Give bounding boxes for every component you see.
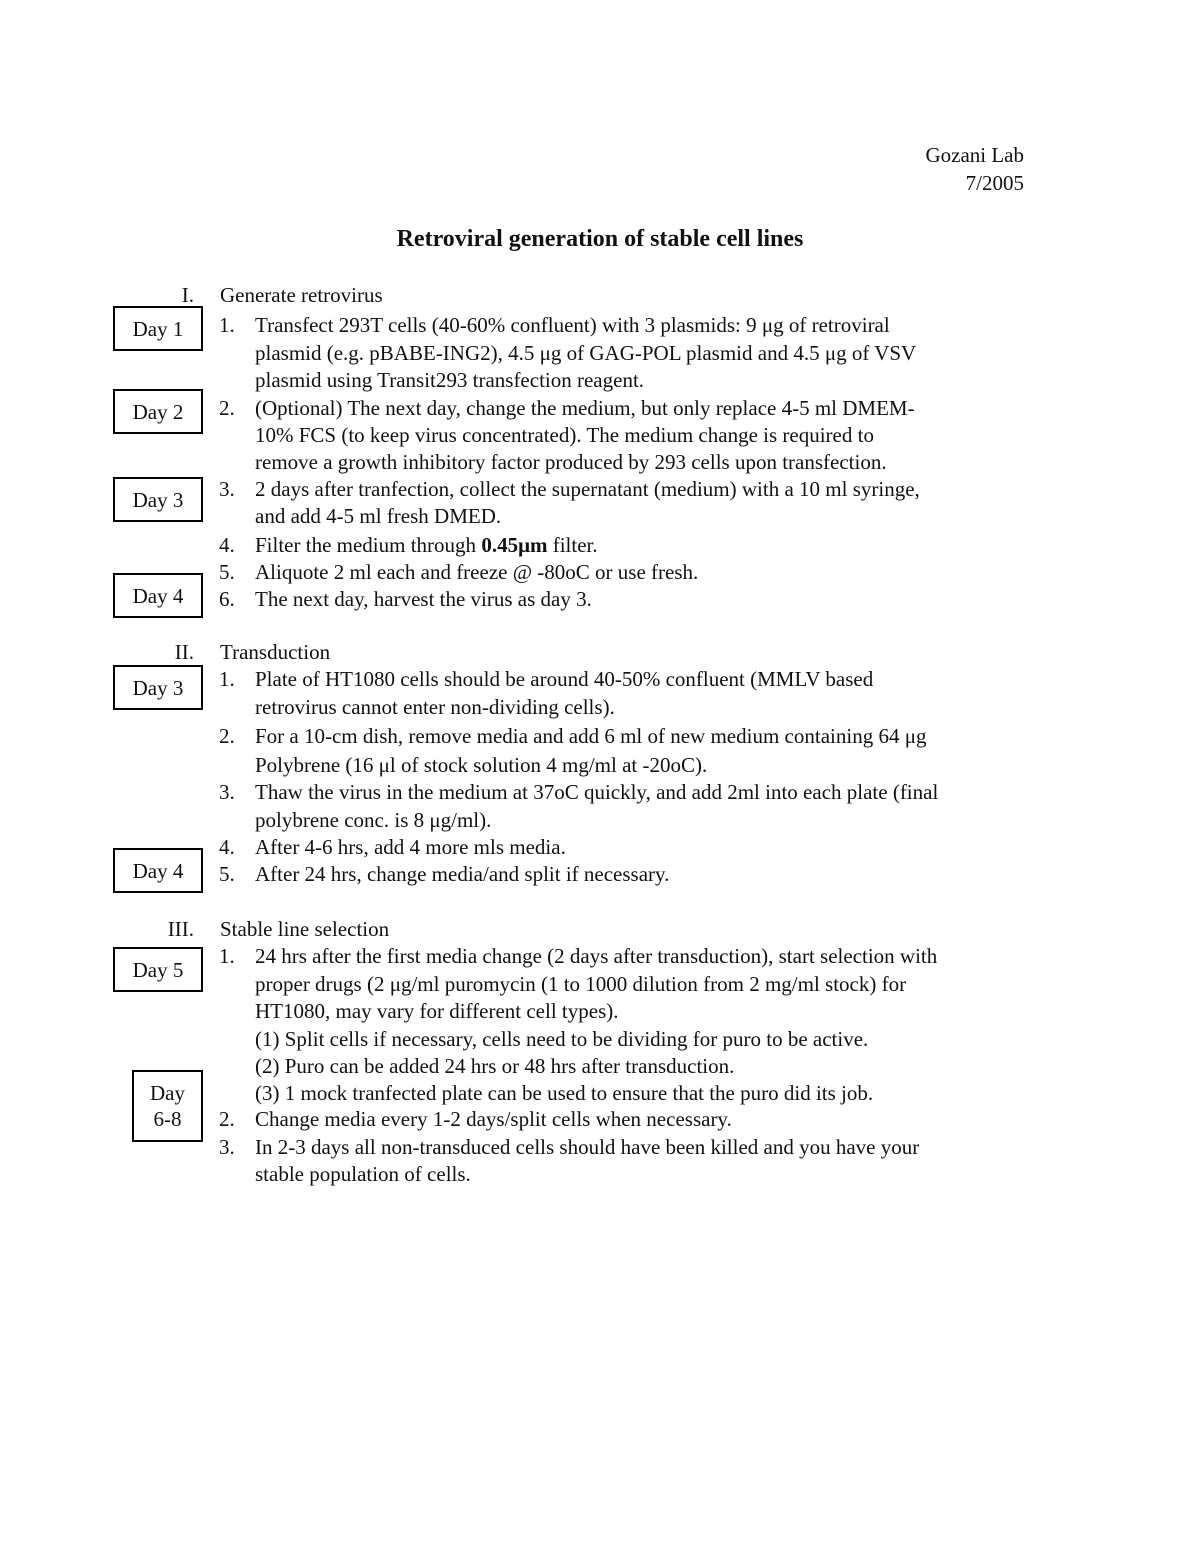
item-text: 2 days after tranfection, collect the supernatant (medium) with a 10 ml syringe, <box>255 477 920 501</box>
item-number: 5. <box>219 862 235 886</box>
item-text: After 4-6 hrs, add 4 more mls media. <box>255 835 566 859</box>
section-number: I. <box>181 283 194 307</box>
item-number: 1. <box>219 944 235 968</box>
item-number: 4. <box>219 533 235 557</box>
day-box: Day 4 <box>113 848 203 893</box>
item-number: 4. <box>219 835 235 859</box>
item-text: stable population of cells. <box>255 1162 471 1186</box>
item-text: The next day, harvest the virus as day 3. <box>255 587 592 611</box>
day-box: Day 4 <box>113 573 203 618</box>
item-number: 3. <box>219 780 235 804</box>
day-box: Day 3 <box>113 665 203 710</box>
day-box: Day 1 <box>113 306 203 351</box>
item-text: For a 10-cm dish, remove media and add 6 ml of new medium containing 64 μg <box>255 724 927 748</box>
item-text: (Optional) The next day, change the medium, but only replace 4-5 ml DMEM- <box>255 396 915 420</box>
item-text: (3) 1 mock tranfected plate can be used to ensure that the puro did its job. <box>255 1081 874 1105</box>
item-text: (2) Puro can be added 24 hrs or 48 hrs after transduction. <box>255 1054 735 1078</box>
item-text: Polybrene (16 μl of stock solution 4 mg/ml at -20oC). <box>255 753 708 777</box>
lab-name: Gozani Lab <box>925 143 1024 167</box>
item-text: Thaw the virus in the medium at 37oC quickly, and add 2ml into each plate (final <box>255 780 939 804</box>
document-date: 7/2005 <box>965 171 1024 195</box>
item-number: 2. <box>219 396 235 420</box>
item-text: Transfect 293T cells (40-60% confluent) with 3 plasmids: 9 μg of retroviral <box>255 313 890 337</box>
section-number: II. <box>174 640 194 664</box>
item-text: HT1080, may vary for different cell types). <box>255 999 619 1023</box>
item-number: 6. <box>219 587 235 611</box>
item-text: 24 hrs after the first media change (2 days after transduction), start selection with <box>255 944 938 968</box>
item-text: remove a growth inhibitory factor produced by 293 cells upon transfection. <box>255 450 887 474</box>
item-text: Change media every 1-2 days/split cells when necessary. <box>255 1107 732 1131</box>
item-text: and add 4-5 ml fresh DMED. <box>255 504 502 528</box>
item-text: Plate of HT1080 cells should be around 40-50% confluent (MMLV based <box>255 667 874 691</box>
item-text: retrovirus cannot enter non-dividing cells). <box>255 695 615 719</box>
day-box: Day 3 <box>113 477 203 522</box>
item-number: 3. <box>219 1135 235 1159</box>
item-text: (1) Split cells if necessary, cells need to be dividing for puro to be active. <box>255 1027 869 1051</box>
item-text: plasmid using Transit293 transfection reagent. <box>255 368 645 392</box>
day-box: Day 6-8 <box>132 1070 203 1142</box>
item-text: 10% FCS (to keep virus concentrated). The medium change is required to <box>255 423 874 447</box>
item-text: Aliquote 2 ml each and freeze @ -80oC or use fresh. <box>255 560 699 584</box>
day-box: Day 2 <box>113 389 203 434</box>
section-heading: Stable line selection <box>220 917 390 941</box>
item-number: 1. <box>219 313 235 337</box>
page-title: Retroviral generation of stable cell lines <box>396 226 804 252</box>
item-number: 3. <box>219 477 235 501</box>
item-number: 2. <box>219 1107 235 1131</box>
item-number: 5. <box>219 560 235 584</box>
item-text: After 24 hrs, change media/and split if necessary. <box>255 862 670 886</box>
item-text: plasmid (e.g. pBABE-ING2), 4.5 μg of GAG-POL plasmid and 4.5 μg of VSV <box>255 341 917 365</box>
item-text: proper drugs (2 μg/ml puromycin (1 to 1000 dilution from 2 mg/ml stock) for <box>255 972 907 996</box>
section-number: III. <box>167 917 194 941</box>
day-box: Day 5 <box>113 947 203 992</box>
item-text: In 2-3 days all non-transduced cells should have been killed and you have your <box>255 1135 920 1159</box>
section-heading: Transduction <box>220 640 331 664</box>
section-heading: Generate retrovirus <box>220 283 383 307</box>
item-number: 1. <box>219 667 235 691</box>
item-number: 2. <box>219 724 235 748</box>
item-text: Filter the medium through 0.45μm filter. <box>255 533 598 557</box>
filter-size: 0.45μm <box>481 533 548 557</box>
item-text: polybrene conc. is 8 μg/ml). <box>255 808 492 832</box>
